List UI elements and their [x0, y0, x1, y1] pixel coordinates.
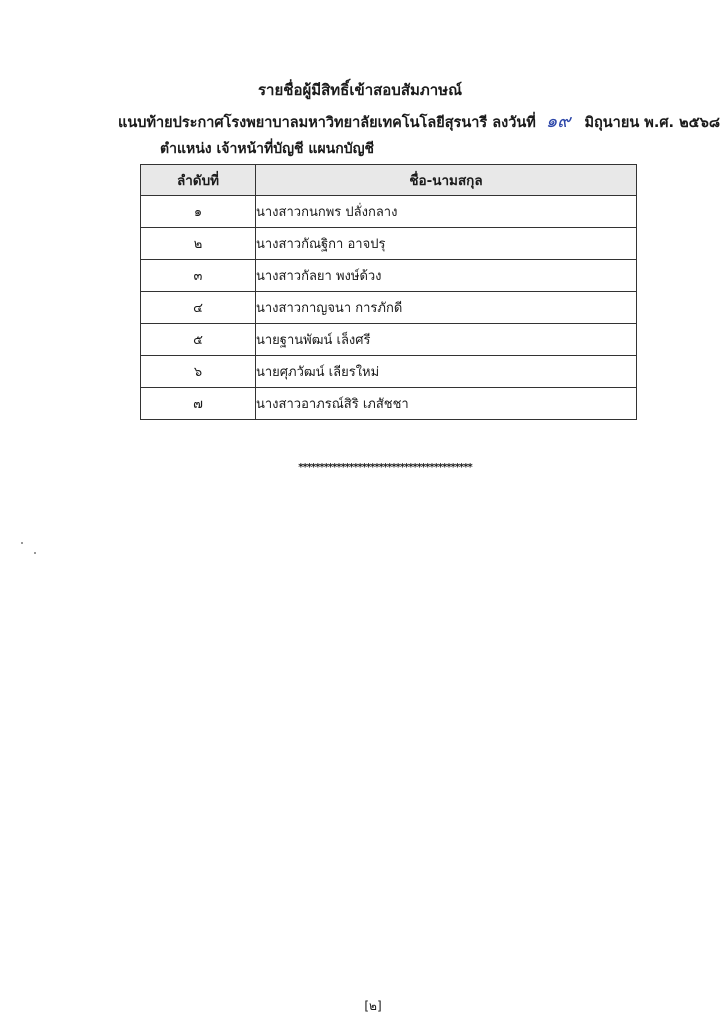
table-row: [141, 388, 637, 420]
row-number: ๗: [141, 388, 256, 420]
row-number: ๖: [141, 356, 256, 388]
table-header-row: [141, 165, 637, 196]
separator-line: *****************************************: [298, 462, 472, 473]
header-number: ลำดับที่: [141, 165, 256, 196]
position-line: ตำแหน่ง เจ้าหน้าที่บัญชี แผนกบัญชี: [160, 141, 375, 157]
row-name: นายฐานพัฒน์ เล็งศรี: [256, 324, 637, 356]
applicant-table: [140, 164, 637, 420]
page-number: [๒]: [364, 999, 382, 1013]
subtitle-prefix: แนบท้ายประกาศโรงพยาบาลมหาวิทยาลัยเทคโนโลยีสุรนารี ลงวันที่: [118, 115, 536, 131]
document-subtitle: [118, 106, 720, 135]
table-row: [141, 228, 637, 260]
scan-speck: [34, 552, 36, 554]
row-name: นางสาวกาญจนา การภักดี: [256, 292, 637, 324]
row-number: ๕: [141, 324, 256, 356]
row-number: ๔: [141, 292, 256, 324]
row-number: ๒: [141, 228, 256, 260]
row-name: นางสาวกัณฐิกา อาจปรุ: [256, 228, 637, 260]
header-name: ชื่อ-นามสกุล: [256, 165, 637, 196]
row-name: นางสาวกัลยา พงษ์ด้วง: [256, 260, 637, 292]
row-name: นายศุภวัฒน์ เลียรใหม่: [256, 356, 637, 388]
table-row: [141, 260, 637, 292]
scan-speck: [21, 542, 23, 544]
document-title: รายชื่อผู้มีสิทธิ์เข้าสอบสัมภาษณ์: [258, 81, 462, 99]
row-name: นางสาวอาภรณ์สิริ เภสัชชา: [256, 388, 637, 420]
table-row: [141, 292, 637, 324]
handwritten-day: ๑๙: [545, 111, 571, 132]
table-row: [141, 356, 637, 388]
row-number: ๑: [141, 196, 256, 228]
subtitle-suffix: มิถุนายน พ.ศ. ๒๕๖๘: [584, 115, 720, 131]
table-row: [141, 324, 637, 356]
row-name: นางสาวกนกพร ปลั่งกลาง: [256, 196, 637, 228]
table-row: [141, 196, 637, 228]
row-number: ๓: [141, 260, 256, 292]
